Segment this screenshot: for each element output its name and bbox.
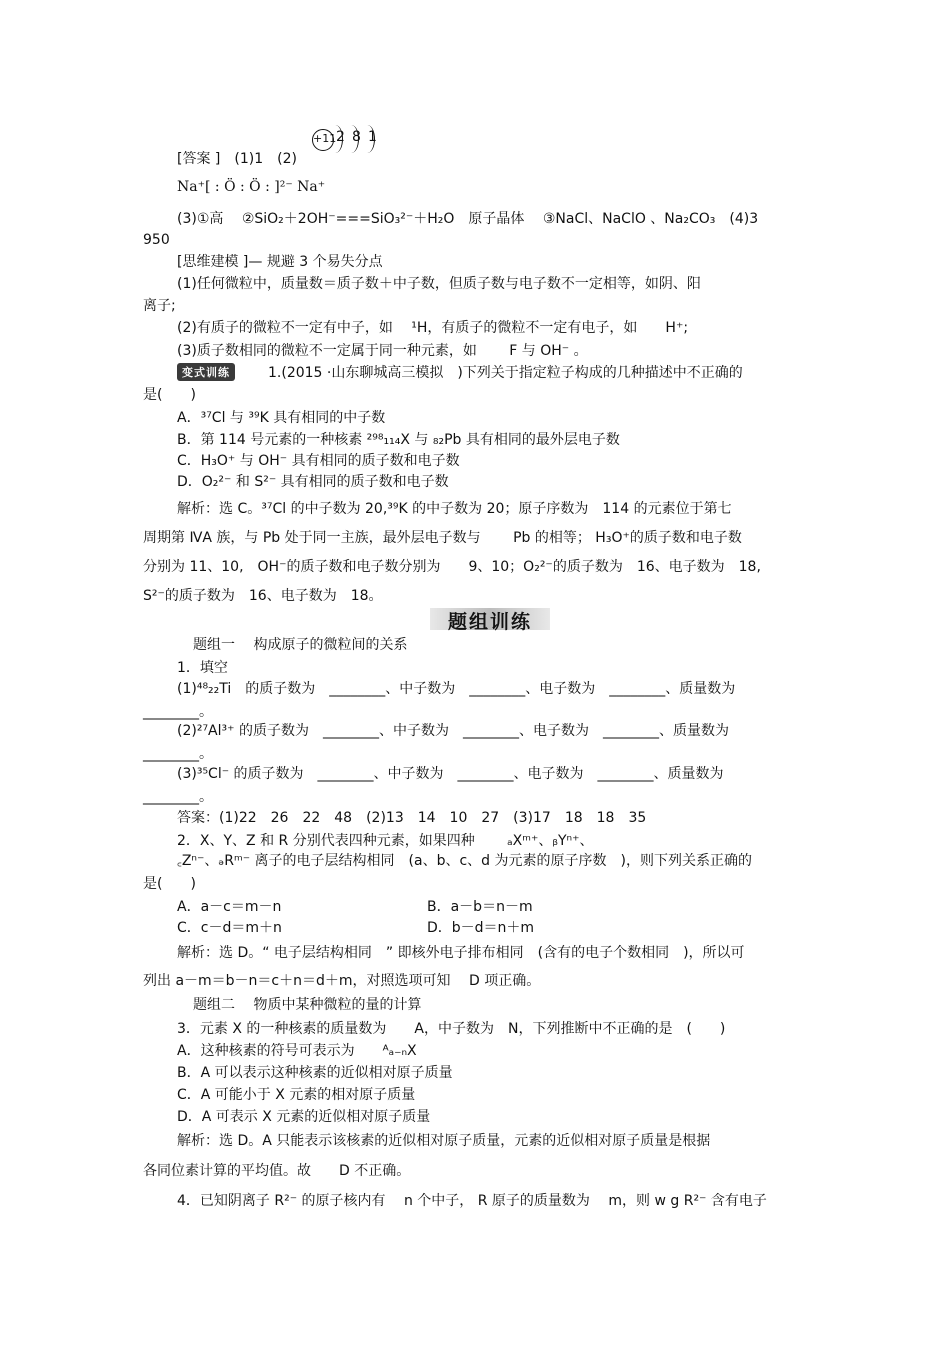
text-line: [答案 ] (1)1 (2) <box>177 151 297 167</box>
text-line: B．a－b＝n－m <box>427 899 533 915</box>
text-line: 题组二 物质中某种微粒的量的计算 <box>193 997 422 1013</box>
text-line: ________。 <box>143 746 213 762</box>
text-line: B．A 可以表示这种核素的近似相对原子质量 <box>177 1065 453 1081</box>
text-line: (1)⁴⁸₂₂Ti 的质子数为 ________、中子数为 ________、电子数为 ________、质量数为 <box>177 681 736 697</box>
text-line: 4．已知阴离子 R²⁻ 的原子核内有 n 个中子， R 原子的质量数为 m，则 w g R²⁻ 含有电子 <box>177 1193 767 1209</box>
text-line: 是( ) <box>143 387 196 403</box>
text-line: 3．元素 X 的一种核素的质量数为 A，中子数为 N，下列推断中不正确的是 ( ) <box>177 1021 726 1037</box>
text-line: 解析：选 C。³⁷Cl 的中子数为 20,³⁹K 的中子数为 20；原子序数为 114 的元素位于第七 <box>177 501 732 517</box>
text-line: A．这种核素的符号可表示为 ᴬₐ₋ₙX <box>177 1043 417 1059</box>
atom-structure-diagram <box>312 123 382 157</box>
text-line: 解析：选 D。“ 电子层结构相同 ” 即核外电子排布相同 (含有的电子个数相同 )，所以可 <box>177 945 745 961</box>
text-line: ________。 <box>143 789 213 805</box>
text-line: C．H₃O⁺ 与 OH⁻ 具有相同的质子数和电子数 <box>177 453 460 469</box>
text-line: 1．填空 <box>177 660 228 676</box>
text-line: Na⁺[ : Ö : Ö : ]²⁻ Na⁺ <box>177 179 326 195</box>
text-line: 离子; <box>143 298 176 314</box>
text-line: 列出 a－m＝b－n＝c＋n＝d＋m，对照选项可知 D 项正确。 <box>143 973 541 989</box>
text-line: S²⁻的质子数为 16、电子数为 18。 <box>143 588 383 604</box>
text-line: D．b－d＝n＋m <box>427 920 535 936</box>
text-line: ________。 <box>143 704 213 720</box>
variant-exercise-badge <box>177 363 235 381</box>
text-line: 分别为 11、10, OH⁻的质子数和电子数分别为 9、10；O₂²⁻的质子数为 16、电子数为 18, <box>143 559 761 575</box>
text-line: 950 <box>143 232 170 248</box>
text-line: A．a－c＝m－n <box>177 899 282 915</box>
shell-electrons-2: 8 <box>352 129 361 145</box>
text-line: (3)质子数相同的微粒不一定属于同一种元素，如 F 与 OH⁻ 。 <box>177 343 588 359</box>
text-line: 是( ) <box>143 876 196 892</box>
text-line: 各同位素计算的平均值。故 D 不正确。 <box>143 1163 411 1179</box>
text-line: B．第 114 号元素的一种核素 ²⁹⁸₁₁₄X 与 ₈₂Pb 具有相同的最外层电子数 <box>177 432 620 448</box>
nucleus-charge: +11 <box>313 132 337 145</box>
heading-text: 题组训练 <box>447 611 532 633</box>
text-line: (3)①高 ②SiO₂＋2OH⁻===SiO₃²⁻＋H₂O 原子晶体 ③NaCl、NaClO 、Na₂CO₃ (4)3 <box>177 211 759 227</box>
text-line: (3)³⁵Cl⁻ 的质子数为 ________、中子数为 ________、电子数为 ________、质量数为 <box>177 766 724 782</box>
text-line: (2)有质子的微粒不一定有中子，如 ¹H，有质子的微粒不一定有电子，如 H⁺; <box>177 320 689 336</box>
text-line: C．A 可能小于 X 元素的相对原子质量 <box>177 1087 416 1103</box>
text-line: D．A 可表示 X 元素的近似相对原子质量 <box>177 1109 431 1125</box>
text-line: 题组一 构成原子的微粒间的关系 <box>193 637 408 653</box>
text-line: A．³⁷Cl 与 ³⁹K 具有相同的中子数 <box>177 410 386 426</box>
text-line: C．c－d＝m＋n <box>177 920 282 936</box>
text-line: 答案：(1)22 26 22 48 (2)13 14 10 27 (3)17 18 18 35 <box>177 810 647 826</box>
text-line: 周期第 ⅣA 族，与 Pb 处于同一主族，最外层电子数与 Pb 的相等； H₃O⁺的质子数和电子数 <box>143 530 742 546</box>
text-line: [思维建模 ]— 规避 3 个易失分点 <box>177 254 383 270</box>
text-line: (1)任何微粒中，质量数＝质子数＋中子数，但质子数与电子数不一定相等，如阴、阳 <box>177 276 701 292</box>
badge-label: 变式训练 <box>177 363 235 381</box>
shell-electrons-3: 1 <box>368 129 377 145</box>
text-line: 解析：选 D。A 只能表示该核素的近似相对原子质量，元素的近似相对原子质量是根据 <box>177 1133 711 1149</box>
shell-electrons-1: 2 <box>336 129 345 145</box>
text-line: 1.(2015 ·山东聊城高三模拟 )下列关于指定粒子构成的几种描述中不正确的 <box>268 365 743 381</box>
text-line: 2．X、Y、Z 和 R 分别代表四种元素，如果四种 ₐXᵐ⁺、ᵦYⁿ⁺、 <box>177 833 594 849</box>
section-heading <box>430 604 550 634</box>
text-line: (2)²⁷Al³⁺ 的质子数为 ________、中子数为 ________、电子数为 ________、质量数为 <box>177 723 729 739</box>
text-line: D．O₂²⁻ 和 S²⁻ 具有相同的质子数和电子数 <box>177 474 449 490</box>
text-line: ꜀Zⁿ⁻、ₔRᵐ⁻ 离子的电子层结构相同 (a、b、c、d 为元素的原子序数 )，则下列关系正确的 <box>177 853 752 869</box>
